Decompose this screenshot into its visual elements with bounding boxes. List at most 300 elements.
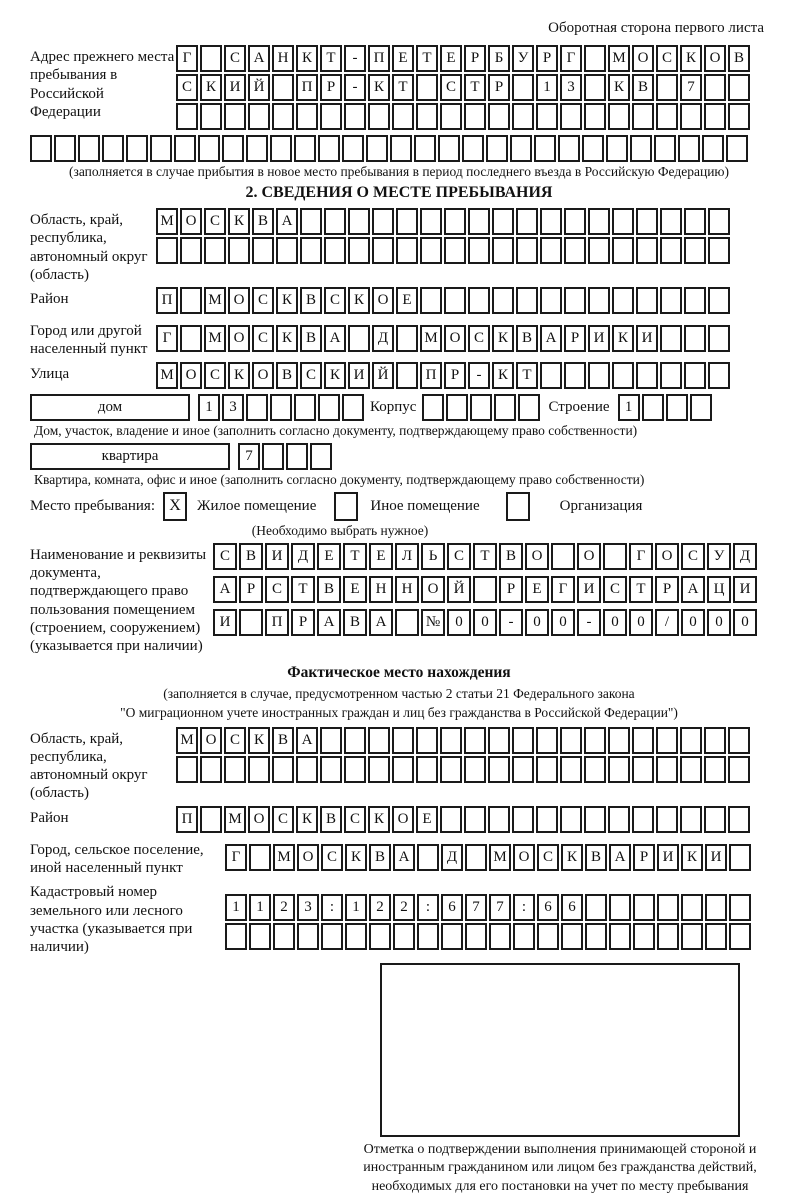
char-cell[interactable] (512, 103, 534, 130)
char-cell[interactable]: А (393, 844, 415, 871)
char-cell[interactable]: 6 (441, 894, 463, 921)
char-cell[interactable] (228, 237, 250, 264)
char-cell[interactable] (612, 237, 634, 264)
char-cell[interactable] (249, 923, 271, 950)
char-cell[interactable] (416, 74, 438, 101)
char-cell[interactable]: С (681, 543, 705, 570)
char-cell[interactable] (656, 806, 678, 833)
char-cell[interactable]: 0 (603, 609, 627, 636)
char-cell[interactable] (584, 74, 606, 101)
char-cell[interactable]: П (368, 45, 390, 72)
char-cell[interactable]: Р (536, 45, 558, 72)
char-cell[interactable]: А (213, 576, 237, 603)
char-cell[interactable]: 1 (536, 74, 558, 101)
char-cell[interactable]: С (603, 576, 627, 603)
char-cell[interactable] (540, 287, 562, 314)
char-cell[interactable] (492, 287, 514, 314)
char-cell[interactable]: О (252, 362, 274, 389)
char-cell[interactable] (440, 756, 462, 783)
char-cell[interactable] (465, 923, 487, 950)
char-cell[interactable] (564, 237, 586, 264)
char-cell[interactable]: М (608, 45, 630, 72)
char-cell[interactable]: О (513, 844, 535, 871)
char-cell[interactable] (180, 237, 202, 264)
char-cell[interactable]: 7 (238, 443, 260, 470)
char-cell[interactable] (656, 727, 678, 754)
char-cell[interactable]: С (224, 727, 246, 754)
char-cell[interactable] (200, 806, 222, 833)
char-cell[interactable] (588, 237, 610, 264)
char-cell[interactable]: С (468, 325, 490, 352)
char-cell[interactable] (438, 135, 460, 162)
char-cell[interactable] (708, 208, 730, 235)
char-cell[interactable] (344, 727, 366, 754)
char-cell[interactable] (180, 287, 202, 314)
char-cell[interactable]: Р (239, 576, 263, 603)
char-cell[interactable] (440, 806, 462, 833)
char-cell[interactable]: В (343, 609, 367, 636)
char-cell[interactable]: Р (499, 576, 523, 603)
char-cell[interactable] (680, 806, 702, 833)
char-cell[interactable] (660, 325, 682, 352)
char-cell[interactable] (396, 237, 418, 264)
char-cell[interactable]: Д (372, 325, 394, 352)
char-cell[interactable] (296, 756, 318, 783)
char-cell[interactable] (310, 443, 332, 470)
char-cell[interactable] (422, 394, 444, 421)
char-cell[interactable]: В (300, 325, 322, 352)
char-cell[interactable]: Е (317, 543, 341, 570)
char-cell[interactable] (204, 237, 226, 264)
char-cell[interactable] (54, 135, 76, 162)
char-cell[interactable] (273, 923, 295, 950)
char-cell[interactable]: М (420, 325, 442, 352)
char-cell[interactable] (536, 103, 558, 130)
char-cell[interactable]: К (368, 806, 390, 833)
char-cell[interactable] (246, 135, 268, 162)
char-cell[interactable] (342, 135, 364, 162)
char-cell[interactable] (248, 103, 270, 130)
char-cell[interactable]: С (344, 806, 366, 833)
char-cell[interactable]: - (344, 45, 366, 72)
char-cell[interactable] (657, 894, 679, 921)
char-cell[interactable] (249, 844, 271, 871)
char-cell[interactable] (444, 287, 466, 314)
char-cell[interactable]: Г (176, 45, 198, 72)
char-cell[interactable] (516, 208, 538, 235)
char-cell[interactable] (468, 237, 490, 264)
char-cell[interactable] (446, 394, 468, 421)
char-cell[interactable] (633, 894, 655, 921)
char-cell[interactable]: Б (488, 45, 510, 72)
char-cell[interactable]: О (444, 325, 466, 352)
char-cell[interactable] (518, 394, 540, 421)
char-cell[interactable] (704, 727, 726, 754)
char-cell[interactable] (390, 135, 412, 162)
char-cell[interactable]: Т (473, 543, 497, 570)
char-cell[interactable]: 6 (537, 894, 559, 921)
char-cell[interactable] (174, 135, 196, 162)
char-cell[interactable]: 3 (560, 74, 582, 101)
char-cell[interactable]: О (228, 325, 250, 352)
char-cell[interactable]: В (516, 325, 538, 352)
char-cell[interactable] (396, 325, 418, 352)
char-cell[interactable] (252, 237, 274, 264)
char-cell[interactable]: А (276, 208, 298, 235)
char-cell[interactable] (551, 543, 575, 570)
char-cell[interactable]: К (368, 74, 390, 101)
char-cell[interactable]: В (300, 287, 322, 314)
char-cell[interactable] (560, 756, 582, 783)
char-cell[interactable] (126, 135, 148, 162)
char-cell[interactable] (560, 103, 582, 130)
char-cell[interactable] (225, 923, 247, 950)
char-cell[interactable]: О (577, 543, 601, 570)
char-cell[interactable]: Р (464, 45, 486, 72)
char-cell[interactable]: 3 (222, 394, 244, 421)
char-cell[interactable] (369, 923, 391, 950)
char-cell[interactable] (588, 362, 610, 389)
char-cell[interactable] (272, 103, 294, 130)
char-cell[interactable]: Д (733, 543, 757, 570)
char-cell[interactable] (180, 325, 202, 352)
char-cell[interactable]: В (585, 844, 607, 871)
char-cell[interactable] (464, 756, 486, 783)
char-cell[interactable]: Й (447, 576, 471, 603)
char-cell[interactable] (632, 806, 654, 833)
char-cell[interactable]: М (489, 844, 511, 871)
char-cell[interactable]: А (248, 45, 270, 72)
char-cell[interactable] (270, 394, 292, 421)
char-cell[interactable] (372, 208, 394, 235)
char-cell[interactable] (609, 923, 631, 950)
checkbox-dwelling[interactable]: X (163, 492, 187, 521)
char-cell[interactable]: 0 (681, 609, 705, 636)
char-cell[interactable]: И (577, 576, 601, 603)
char-cell[interactable] (416, 103, 438, 130)
char-cell[interactable]: О (704, 45, 726, 72)
char-cell[interactable]: Т (320, 45, 342, 72)
char-cell[interactable] (708, 362, 730, 389)
char-cell[interactable]: Г (551, 576, 575, 603)
char-cell[interactable]: М (273, 844, 295, 871)
char-cell[interactable]: К (680, 45, 702, 72)
char-cell[interactable] (642, 394, 664, 421)
char-cell[interactable] (318, 394, 340, 421)
char-cell[interactable]: И (348, 362, 370, 389)
char-cell[interactable] (512, 756, 534, 783)
char-cell[interactable] (393, 923, 415, 950)
char-cell[interactable] (348, 237, 370, 264)
char-cell[interactable]: С (252, 287, 274, 314)
char-cell[interactable]: К (228, 362, 250, 389)
char-cell[interactable] (102, 135, 124, 162)
char-cell[interactable]: 0 (733, 609, 757, 636)
char-cell[interactable] (294, 135, 316, 162)
char-cell[interactable] (512, 727, 534, 754)
char-cell[interactable] (516, 287, 538, 314)
char-cell[interactable]: К (492, 362, 514, 389)
char-cell[interactable] (320, 103, 342, 130)
char-cell[interactable]: С (321, 844, 343, 871)
char-cell[interactable]: Й (372, 362, 394, 389)
char-cell[interactable] (321, 923, 343, 950)
char-cell[interactable]: С (204, 362, 226, 389)
char-cell[interactable] (198, 135, 220, 162)
char-cell[interactable] (704, 103, 726, 130)
char-cell[interactable]: О (228, 287, 250, 314)
char-cell[interactable] (684, 362, 706, 389)
char-cell[interactable] (728, 103, 750, 130)
char-cell[interactable]: О (248, 806, 270, 833)
char-cell[interactable] (636, 362, 658, 389)
char-cell[interactable] (729, 844, 751, 871)
char-cell[interactable] (608, 806, 630, 833)
char-cell[interactable] (248, 756, 270, 783)
char-cell[interactable]: - (344, 74, 366, 101)
char-cell[interactable] (584, 727, 606, 754)
char-cell[interactable] (324, 208, 346, 235)
char-cell[interactable] (705, 894, 727, 921)
char-cell[interactable] (729, 923, 751, 950)
char-cell[interactable]: К (561, 844, 583, 871)
char-cell[interactable] (366, 135, 388, 162)
char-cell[interactable] (558, 135, 580, 162)
char-cell[interactable] (660, 287, 682, 314)
char-cell[interactable] (392, 103, 414, 130)
char-cell[interactable] (276, 237, 298, 264)
char-cell[interactable]: Г (560, 45, 582, 72)
char-cell[interactable] (560, 806, 582, 833)
char-cell[interactable] (416, 727, 438, 754)
char-cell[interactable]: В (239, 543, 263, 570)
char-cell[interactable]: Р (564, 325, 586, 352)
char-cell[interactable] (262, 443, 284, 470)
char-cell[interactable] (632, 727, 654, 754)
char-cell[interactable]: К (608, 74, 630, 101)
char-cell[interactable] (348, 325, 370, 352)
char-cell[interactable] (561, 923, 583, 950)
char-cell[interactable]: А (317, 609, 341, 636)
char-cell[interactable]: П (420, 362, 442, 389)
char-cell[interactable] (320, 756, 342, 783)
char-cell[interactable] (318, 135, 340, 162)
char-cell[interactable] (176, 103, 198, 130)
char-cell[interactable]: 6 (561, 894, 583, 921)
char-cell[interactable]: У (707, 543, 731, 570)
char-cell[interactable] (534, 135, 556, 162)
char-cell[interactable]: Р (488, 74, 510, 101)
char-cell[interactable] (728, 74, 750, 101)
char-cell[interactable]: А (540, 325, 562, 352)
char-cell[interactable] (200, 756, 222, 783)
char-cell[interactable]: С (265, 576, 289, 603)
char-cell[interactable] (489, 923, 511, 950)
char-cell[interactable] (584, 45, 606, 72)
char-cell[interactable]: К (348, 287, 370, 314)
char-cell[interactable]: С (324, 287, 346, 314)
char-cell[interactable] (224, 103, 246, 130)
char-cell[interactable]: В (369, 844, 391, 871)
char-cell[interactable]: 0 (473, 609, 497, 636)
char-cell[interactable] (348, 208, 370, 235)
char-cell[interactable] (488, 806, 510, 833)
char-cell[interactable]: Й (248, 74, 270, 101)
char-cell[interactable] (294, 394, 316, 421)
char-cell[interactable] (630, 135, 652, 162)
char-cell[interactable]: Е (396, 287, 418, 314)
char-cell[interactable]: П (265, 609, 289, 636)
char-cell[interactable]: П (156, 287, 178, 314)
char-cell[interactable]: : (321, 894, 343, 921)
char-cell[interactable]: П (296, 74, 318, 101)
char-cell[interactable] (608, 756, 630, 783)
char-cell[interactable] (585, 923, 607, 950)
char-cell[interactable] (656, 74, 678, 101)
char-cell[interactable] (728, 756, 750, 783)
char-cell[interactable]: А (369, 609, 393, 636)
char-cell[interactable]: 1 (225, 894, 247, 921)
char-cell[interactable] (609, 894, 631, 921)
char-cell[interactable] (584, 806, 606, 833)
char-cell[interactable]: К (248, 727, 270, 754)
char-cell[interactable]: К (296, 45, 318, 72)
char-cell[interactable]: И (224, 74, 246, 101)
char-cell[interactable]: Р (633, 844, 655, 871)
char-cell[interactable] (680, 727, 702, 754)
char-cell[interactable]: Е (416, 806, 438, 833)
char-cell[interactable]: М (176, 727, 198, 754)
char-cell[interactable] (560, 727, 582, 754)
char-cell[interactable] (666, 394, 688, 421)
char-cell[interactable]: 2 (393, 894, 415, 921)
char-cell[interactable] (728, 727, 750, 754)
char-cell[interactable] (656, 756, 678, 783)
char-cell[interactable] (486, 135, 508, 162)
char-cell[interactable] (372, 237, 394, 264)
char-cell[interactable]: С (537, 844, 559, 871)
char-cell[interactable] (488, 103, 510, 130)
char-cell[interactable] (296, 103, 318, 130)
char-cell[interactable] (704, 806, 726, 833)
char-cell[interactable]: 1 (198, 394, 220, 421)
char-cell[interactable]: И (657, 844, 679, 871)
char-cell[interactable]: М (204, 325, 226, 352)
char-cell[interactable]: К (324, 362, 346, 389)
char-cell[interactable] (368, 756, 390, 783)
char-cell[interactable]: 0 (447, 609, 471, 636)
char-cell[interactable] (540, 208, 562, 235)
char-cell[interactable] (396, 208, 418, 235)
char-cell[interactable]: Р (444, 362, 466, 389)
char-cell[interactable] (536, 756, 558, 783)
char-cell[interactable]: И (588, 325, 610, 352)
char-cell[interactable] (492, 208, 514, 235)
char-cell[interactable] (702, 135, 724, 162)
char-cell[interactable]: С (300, 362, 322, 389)
char-cell[interactable]: В (252, 208, 274, 235)
char-cell[interactable] (444, 237, 466, 264)
char-cell[interactable] (30, 135, 52, 162)
char-cell[interactable] (680, 756, 702, 783)
char-cell[interactable]: № (421, 609, 445, 636)
char-cell[interactable] (512, 806, 534, 833)
char-cell[interactable]: О (372, 287, 394, 314)
char-cell[interactable] (441, 923, 463, 950)
char-cell[interactable] (513, 923, 535, 950)
char-cell[interactable]: О (421, 576, 445, 603)
char-cell[interactable] (612, 208, 634, 235)
char-cell[interactable]: О (297, 844, 319, 871)
char-cell[interactable]: Д (441, 844, 463, 871)
char-cell[interactable] (654, 135, 676, 162)
char-cell[interactable] (392, 756, 414, 783)
char-cell[interactable]: 1 (249, 894, 271, 921)
char-cell[interactable]: Т (464, 74, 486, 101)
char-cell[interactable] (368, 727, 390, 754)
char-cell[interactable]: Н (395, 576, 419, 603)
char-cell[interactable] (633, 923, 655, 950)
char-cell[interactable]: В (632, 74, 654, 101)
char-cell[interactable] (584, 756, 606, 783)
char-cell[interactable]: Т (629, 576, 653, 603)
char-cell[interactable] (582, 135, 604, 162)
char-cell[interactable]: К (228, 208, 250, 235)
char-cell[interactable]: В (272, 727, 294, 754)
char-cell[interactable] (150, 135, 172, 162)
char-cell[interactable] (156, 237, 178, 264)
char-cell[interactable]: Т (416, 45, 438, 72)
char-cell[interactable] (632, 756, 654, 783)
char-cell[interactable] (444, 208, 466, 235)
char-cell[interactable] (540, 237, 562, 264)
char-cell[interactable]: Г (156, 325, 178, 352)
char-cell[interactable] (564, 287, 586, 314)
char-cell[interactable]: Т (343, 543, 367, 570)
char-cell[interactable]: Р (655, 576, 679, 603)
char-cell[interactable]: В (317, 576, 341, 603)
char-cell[interactable] (300, 237, 322, 264)
char-cell[interactable] (176, 756, 198, 783)
char-cell[interactable] (414, 135, 436, 162)
char-cell[interactable] (272, 74, 294, 101)
char-cell[interactable] (536, 727, 558, 754)
char-cell[interactable] (512, 74, 534, 101)
char-cell[interactable] (681, 923, 703, 950)
char-cell[interactable] (297, 923, 319, 950)
char-cell[interactable]: : (417, 894, 439, 921)
char-cell[interactable]: Е (525, 576, 549, 603)
char-cell[interactable] (536, 806, 558, 833)
char-cell[interactable] (470, 394, 492, 421)
char-cell[interactable]: К (681, 844, 703, 871)
char-cell[interactable]: 2 (273, 894, 295, 921)
char-cell[interactable]: 0 (707, 609, 731, 636)
char-cell[interactable] (657, 923, 679, 950)
char-cell[interactable] (678, 135, 700, 162)
char-cell[interactable] (636, 237, 658, 264)
char-cell[interactable] (585, 894, 607, 921)
char-cell[interactable] (608, 103, 630, 130)
char-cell[interactable] (704, 756, 726, 783)
char-cell[interactable] (606, 135, 628, 162)
char-cell[interactable] (608, 727, 630, 754)
char-cell[interactable]: И (733, 576, 757, 603)
char-cell[interactable]: К (276, 287, 298, 314)
char-cell[interactable] (200, 45, 222, 72)
char-cell[interactable] (417, 923, 439, 950)
char-cell[interactable] (272, 756, 294, 783)
